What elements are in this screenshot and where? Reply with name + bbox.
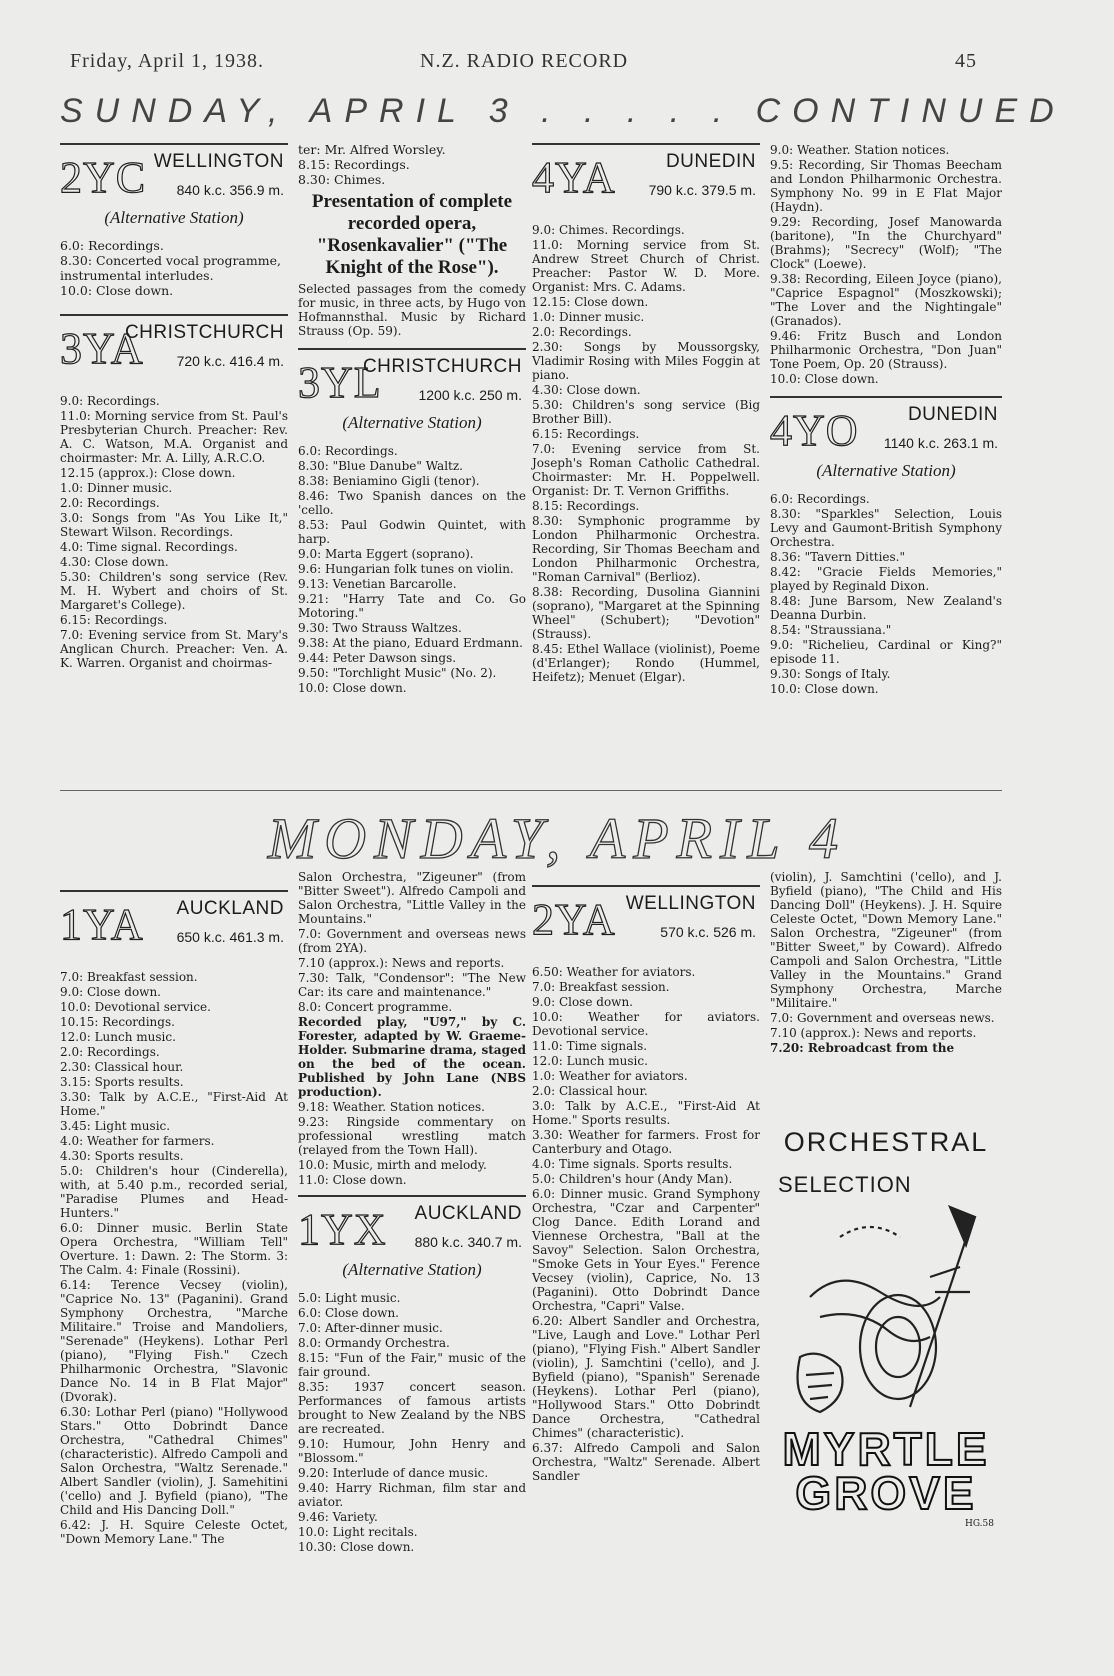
list-item: 9.50: "Torchlight Music" (No. 2).: [298, 665, 497, 680]
list-item: 6.37: Alfredo Campoli and Salon Orchestra, "Waltz" Serenade. Albert Sandler: [532, 1441, 760, 1483]
list-item: 7.0: Government and overseas news.: [770, 1011, 995, 1025]
list-item: (violin), J. Samchtini ('cello), and J. Byfield (piano), "The Child and His Dancing Doll" (Heykens). J. H. Squire Celeste Octet, "Down Memory Lane." Salon Orchestra, "Zigeuner" (from "Bitter Sweet," by Coward). Alfredo Campoli and Salon Orchestra, "Little Valley in the Mountains." Grand Symphony Orchestra, Marche "Militaire.": [770, 870, 1002, 1010]
alternative-station-label: (Alternative Station): [342, 1260, 482, 1279]
list-item: 6.0: Dinner music. Grand Symphony Orchestra, "Czar and Carpenter" Clog Dance. Edith Lorand and Viennese Orchestra, "Ball at the Savoy" Selection. Salon Orchestra, "Smoke Gets in Your Eyes." Ference Vecsey (violin), Caprice, No. 13 (Paganini). Otto Dobrindt Dance Orchestra, "Capri" Valse.: [532, 1187, 760, 1313]
list-item: 1.0: Dinner music.: [532, 310, 645, 324]
list-item: 12.15: Close down.: [532, 295, 649, 309]
station-city: AUCKLAND: [176, 898, 284, 919]
sunday-col-3: [532, 143, 760, 685]
station-city: WELLINGTON: [625, 893, 756, 914]
program-list: [770, 143, 1002, 386]
list-item: 3.0: Songs from "As You Like It," Stewart Wilson. Recordings.: [60, 511, 288, 540]
list-item: 6.50: Weather for aviators.: [532, 965, 696, 979]
station-frequency: 1140 k.c. 263.1 m.: [883, 435, 998, 451]
station-frequency: 840 k.c. 356.9 m.: [176, 182, 284, 198]
station-city: CHRISTCHURCH: [362, 355, 522, 377]
monday-col-1: [60, 890, 288, 1547]
feature-description: Selected passages from the comedy for music, in three acts, by Hugo von Hofmannsthal. Music by Richard Strauss (Op. 59).: [298, 281, 526, 338]
list-item: 9.46: Fritz Busch and London Philharmonic Orchestra, "Don Juan" Tone Poem, Op. 20 (Strauss).: [770, 329, 1002, 371]
list-item: 6.14: Terence Vecsey (violin), "Caprice No. 13" (Paganini). Grand Symphony Orchestra, "Marche Militaire." Troise and Mandoliers, "Serenade" (Heykens). Lothar Perl (piano), "Flying Fish." Czech Philharmonic Orchestra, "Slavonic Dance No. 14 in B Flat Major" (Dvorak).: [60, 1278, 288, 1404]
list-item: 2.0: Recordings.: [60, 1045, 160, 1059]
list-item: 7.0: Evening service from St. Mary's Anglican Church. Preacher: Ven. A. K. Warren. Organist and choirmas-: [60, 628, 288, 671]
list-item: 2.0: Recordings.: [532, 325, 632, 339]
program-list: [298, 870, 526, 1187]
list-item: 8.46: Two Spanish dances on the 'cello.: [298, 488, 526, 517]
monday-section-title: MONDAY, APRIL 4: [267, 806, 847, 871]
alternative-station-label: (Alternative Station): [816, 461, 956, 480]
alternative-station-label: (Alternative Station): [342, 412, 482, 432]
list-item: 9.30: Two Strauss Waltzes.: [298, 620, 462, 635]
list-item: 7.10 (approx.): News and reports.: [298, 956, 505, 970]
list-item: 4.0: Time signals. Sports results.: [532, 1157, 733, 1171]
list-item: 9.5: Recording, Sir Thomas Beecham and London Philharmonic Orchestra. Symphony No. 99 in E Flat Major (Haydn).: [770, 158, 1002, 214]
list-item: 8.0: Concert programme.: [298, 1000, 453, 1014]
list-item: 5.0: Children's hour (Cinderella), with, at 5.40 p.m., recorded serial, "Paradise Plumes and Head-Hunters.": [60, 1164, 288, 1220]
list-item: 7.0: After-dinner music.: [298, 1321, 443, 1336]
station-city: DUNEDIN: [907, 404, 998, 425]
program-list: [298, 444, 526, 695]
monday-col-4: [770, 870, 1002, 1056]
list-item: 11.0: Morning service from St. Andrew Street Church of Christ. Preacher: Pastor W. D. More. Organist: Mrs. C. Adams.: [532, 238, 760, 294]
list-item: 3.0: Talk by A.C.E., "First-Aid At Home." Sports results.: [532, 1099, 760, 1127]
station-call: 2YC: [60, 153, 147, 202]
station-city: AUCKLAND: [414, 1203, 522, 1224]
list-item: 8.53: Paul Godwin Quintet, with harp.: [298, 517, 526, 546]
list-item: 10.30: Close down.: [298, 1540, 415, 1555]
ad-brand-line-2: GROVE: [795, 1467, 977, 1519]
program-list: [770, 870, 1002, 1055]
station-city: DUNEDIN: [665, 151, 756, 172]
list-item: 9.44: Peter Dawson sings.: [298, 650, 457, 665]
list-item: 1.0: Weather for aviators.: [532, 1069, 688, 1083]
list-item: 6.15: Recordings.: [60, 613, 168, 628]
list-item: 8.48: June Barsom, New Zealand's Deanna Durbin.: [770, 594, 1002, 623]
list-item: 9.0: Marta Eggert (soprano).: [298, 546, 474, 561]
list-item: 6.20: Albert Sandler and Orchestra, "Live, Laugh and Love." Lothar Perl (piano), "Flying Fish." Albert Sandler (violin), J. Samchtini ('cello), and J. Byfield (piano), "Spanish" Serenade (Heykens). Lothar Perl (piano), "Hollywood Stars." Otto Dobrindt Dance Orchestra, "Cathedral Chimes" (characteristic).: [532, 1314, 760, 1440]
list-item: 5.0: Light music.: [298, 1291, 401, 1306]
list-item: 10.0: Weather for aviators. Devotional service.: [532, 1010, 760, 1038]
list-item: 10.0: Close down.: [770, 372, 879, 386]
station-frequency: 570 k.c. 526 m.: [660, 924, 756, 940]
list-item: 8.42: "Gracie Fields Memories," played by Reginald Dixon.: [770, 565, 1002, 594]
list-item: 6.15: Recordings.: [532, 427, 640, 441]
list-item: 6.0: Recordings.: [770, 492, 870, 507]
list-item: 9.46: Variety.: [298, 1510, 378, 1525]
list-item: 5.30: Children's song service (Rev. M. H. Wybert and choirs of St. Margaret's College).: [60, 570, 288, 613]
station-city: WELLINGTON: [153, 151, 284, 172]
list-item: 3.45: Light music.: [60, 1119, 171, 1133]
station-3ya: [60, 320, 288, 386]
monday-col-3: [532, 885, 760, 1484]
station-call: 4YA: [532, 153, 616, 202]
list-item: 3.30: Talk by A.C.E., "First-Aid At Home.": [60, 1090, 288, 1118]
list-item: 7.0: Breakfast session.: [532, 980, 670, 994]
list-item: 4.0: Time signal. Recordings.: [60, 540, 238, 555]
station-frequency: 1200 k.c. 250 m.: [418, 386, 522, 403]
list-item: 9.38: At the piano, Eduard Erdmann.: [298, 635, 523, 650]
list-item: 7.0: Breakfast session.: [60, 970, 198, 984]
station-city: CHRISTCHURCH: [124, 322, 284, 344]
sunday-col-2: [298, 143, 526, 696]
station-call: 1YX: [298, 1205, 387, 1254]
alternative-station-label: (Alternative Station): [104, 208, 244, 227]
station-frequency: 720 k.c. 416.4 m.: [176, 353, 284, 370]
list-item: 8.30: "Blue Danube" Waltz.: [298, 458, 463, 473]
list-item: 6.30: Lothar Perl (piano) "Hollywood Stars." Otto Dobrindt Dance Orchestra, "Cathedral Chimes" (characteristic). Alfredo Campoli and Salon Orchestra, "Waltz Serenade." Albert Sandler (violin), J. Samehitini ('cello) and J. Byfield (piano), "The Child and His Dancing Doll.": [60, 1405, 288, 1517]
monday-col-2: [298, 870, 526, 1555]
list-item: 2.0: Classical hour.: [532, 1084, 648, 1098]
list-item: 10.0: Close down.: [298, 680, 407, 695]
paper-title: N.Z. RADIO RECORD: [420, 50, 629, 72]
sunday-col-1: [60, 143, 288, 671]
list-item: 8.30: "Sparkles" Selection, Louis Levy and Gaumont-British Symphony Orchestra.: [770, 507, 1002, 550]
list-item: 9.18: Weather. Station notices.: [298, 1100, 485, 1114]
list-item: 9.0: Chimes. Recordings.: [532, 223, 685, 237]
sunday-section-title: SUNDAY, APRIL 3 . . . . . CONTINUED: [60, 92, 1066, 130]
list-item: 9.29: Recording, Josef Manowarda (baritone), "In the Churchyard" (Brahms); "Secrecy" (Wolf); "The Clock" (Loewe).: [770, 215, 1002, 271]
list-item: 9.0: Close down.: [532, 995, 633, 1009]
list-item: 9.0: Recordings.: [60, 394, 160, 409]
list-item: 6.0: Recordings.: [298, 443, 398, 458]
list-item: 9.38: Recording, Eileen Joyce (piano), "Caprice Espagnol" (Moszkowski); "The Lover and the Nightingale" (Granados).: [770, 272, 1002, 328]
list-item: 2.30: Songs by Moussorgsky, Vladimir Rosing with Miles Foggin at piano.: [532, 340, 760, 382]
station-2yc: [60, 149, 288, 215]
list-item: 12.0: Lunch music.: [532, 1054, 648, 1068]
list-item: 8.35: 1937 concert season. Performances of famous artists brought to New Zealand by the NBS are recreated.: [298, 1380, 526, 1437]
section-divider: [60, 790, 1002, 791]
musician-illustration-icon: [780, 1197, 992, 1425]
list-item: 7.0: Government and overseas news (from 2YA).: [298, 927, 526, 955]
list-item: 6.0: Recordings.: [60, 238, 164, 254]
station-4ya: [532, 149, 760, 215]
list-item: Recorded play, "U97," by C. Forester, adapted by W. Graeme-Holder. Submarine drama, staged on the bed of the ocean. Published by John Lane (NBS production).: [298, 1015, 526, 1099]
station-1yx: [298, 1201, 526, 1267]
list-item: 9.6: Hungarian folk tunes on violin.: [298, 561, 514, 576]
list-item: 8.15: "Fun of the Fair," music of the fair ground.: [298, 1351, 526, 1380]
list-item: 9.10: Humour, John Henry and "Blossom.": [298, 1437, 526, 1466]
program-list: [60, 394, 288, 670]
program-list: [60, 970, 288, 1546]
list-item: 8.36: "Tavern Ditties.": [770, 550, 906, 565]
ad-subheadline: SELECTION: [778, 1172, 912, 1197]
list-item: 9.30: Songs of Italy.: [770, 667, 891, 682]
program-list: [770, 492, 1002, 696]
feature-heading: Presentation of complete recorded opera, "Rosenkavalier" ("The Knight of the Rose").: [311, 190, 513, 278]
list-item: ter: Mr. Alfred Worsley.: [298, 142, 446, 157]
list-item: 11.0: Morning service from St. Paul's Presbyterian Church. Preacher: Rev. A. C. Watson, M.A. Organist and choirmaster: Mr. A. Lilly, A.R.C.O.: [60, 409, 288, 466]
page-header: [0, 50, 1114, 76]
program-list: [532, 965, 760, 1483]
ad-headline: ORCHESTRAL: [783, 1127, 989, 1157]
list-item: 9.0: Close down.: [60, 985, 161, 999]
list-item: 5.0: Children's hour (Andy Man).: [532, 1172, 733, 1186]
list-item: 4.0: Weather for farmers.: [60, 1134, 215, 1148]
list-item: 3.30: Weather for farmers. Frost for Canterbury and Otago.: [532, 1128, 760, 1156]
list-item: 10.15: Recordings.: [60, 1015, 175, 1029]
list-item: 4.30: Sports results.: [60, 1149, 184, 1163]
list-item: 1.0: Dinner music.: [60, 481, 173, 496]
station-call: 2YA: [532, 895, 616, 944]
list-item: 12.15 (approx.): Close down.: [60, 466, 236, 481]
list-item: 2.0: Recordings.: [60, 496, 160, 511]
list-item: 9.23: Ringside commentary on professional wrestling match (relayed from the Town Hall).: [298, 1115, 526, 1157]
list-item: 9.20: Interlude of dance music.: [298, 1466, 489, 1481]
station-frequency: 880 k.c. 340.7 m.: [414, 1234, 522, 1250]
list-item: 8.38: Recording, Dusolina Giannini (soprano), "Margaret at the Spinning Wheel" (Schubert); "Devotion" (Strauss).: [532, 585, 760, 641]
list-item: 8.0: Ormandy Orchestra.: [298, 1336, 450, 1351]
list-item: 4.30: Close down.: [532, 383, 641, 397]
station-call: 4YO: [770, 406, 859, 455]
list-item: 8.30: Symphonic programme by London Philharmonic Orchestra. Recording, Sir Thomas Beecham and London Philharmonic Orchestra, "Roman Carnival" (Berlioz).: [532, 514, 760, 584]
list-item: 10.0: Devotional service.: [60, 1000, 211, 1014]
list-item: 8.30: Chimes.: [298, 172, 386, 188]
list-item: 2.30: Classical hour.: [60, 1060, 184, 1074]
advertisement: [770, 1127, 1002, 1527]
list-item: 7.0: Evening service from St. Joseph's Roman Catholic Cathedral. Choirmaster: Mr. H. Poppelwell. Organist: Dr. T. Vernon Griffiths.: [532, 442, 760, 498]
list-item: 5.30: Children's song service (Big Brother Bill).: [532, 398, 760, 426]
list-item: 7.20: Rebroadcast from the: [770, 1041, 955, 1055]
station-4yo: [770, 402, 1002, 468]
list-item: 8.54: "Straussiana.": [770, 623, 892, 638]
list-item: 8.38: Beniamino Gigli (tenor).: [298, 473, 480, 488]
list-item: 10.0: Light recitals.: [298, 1525, 418, 1540]
list-item: 9.0: Weather. Station notices.: [770, 143, 950, 157]
station-frequency: 650 k.c. 461.3 m.: [176, 929, 284, 945]
station-call: 3YA: [60, 324, 144, 374]
list-item: 3.15: Sports results.: [60, 1075, 184, 1089]
list-item: 9.13: Venetian Barcarolle.: [298, 576, 457, 591]
list-item: 9.0: "Richelieu, Cardinal or King?" episode 11.: [770, 638, 1002, 667]
list-item: 11.0: Close down.: [298, 1173, 407, 1187]
list-item: 7.10 (approx.): News and reports.: [770, 1026, 977, 1040]
list-item: 6.0: Close down.: [298, 1306, 399, 1321]
list-item: 10.0: Close down.: [770, 682, 879, 697]
ad-signature: HG.58: [964, 1519, 994, 1529]
program-list: [60, 239, 288, 298]
list-item: 7.30: Talk, "Condensor": "The New Car: its care and maintenance.": [298, 971, 526, 999]
issue-date: Friday, April 1, 1938.: [70, 50, 265, 72]
list-item: 11.0: Time signals.: [532, 1039, 648, 1053]
station-call: 3YL: [298, 357, 382, 407]
list-item: 8.30: Concerted vocal programme, instrumental interludes.: [60, 253, 281, 283]
page-number: 45: [955, 50, 977, 72]
program-list: [532, 223, 760, 684]
program-list: [298, 1291, 526, 1554]
list-item: 9.21: "Harry Tate and Co. Go Motoring.": [298, 591, 526, 620]
list-item: 8.15: Recordings.: [298, 157, 410, 173]
list-item: 8.45: Ethel Wallace (violinist), Poeme (d'Erlanger); Rondo (Hummel, Heifetz); Menuet (Elgar).: [532, 642, 760, 684]
list-item: 4.30: Close down.: [60, 555, 169, 570]
station-call: 1YA: [60, 900, 144, 949]
ad-brand-line-1: MYRTLE: [782, 1423, 990, 1475]
ad-brand: [770, 1423, 1002, 1519]
sunday-col-4: [770, 143, 1002, 697]
station-2ya: [532, 891, 760, 957]
list-item: 6.0: Dinner music. Berlin State Opera Orchestra, "William Tell" Overture. 1: Dawn. 2: The Storm. 3: The Calm. 4: Finale (Rossini).: [60, 1221, 288, 1277]
station-3yl: [298, 354, 526, 420]
list-item: 10.0: Music, mirth and melody.: [298, 1158, 487, 1172]
list-item: 6.42: J. H. Squire Celeste Octet, "Down Memory Lane." The: [60, 1518, 288, 1546]
list-item: 9.40: Harry Richman, film star and aviator.: [298, 1481, 526, 1510]
list-item: 10.0: Close down.: [60, 282, 174, 298]
list-item: 12.0: Lunch music.: [60, 1030, 176, 1044]
station-1ya: [60, 896, 288, 962]
list-item: Salon Orchestra, "Zigeuner" (from "Bitter Sweet"). Alfredo Campoli and Salon Orchestra, "Little Valley in the Mountains.": [298, 870, 526, 926]
list-item: 8.15: Recordings.: [532, 499, 640, 513]
station-frequency: 790 k.c. 379.5 m.: [648, 182, 756, 198]
